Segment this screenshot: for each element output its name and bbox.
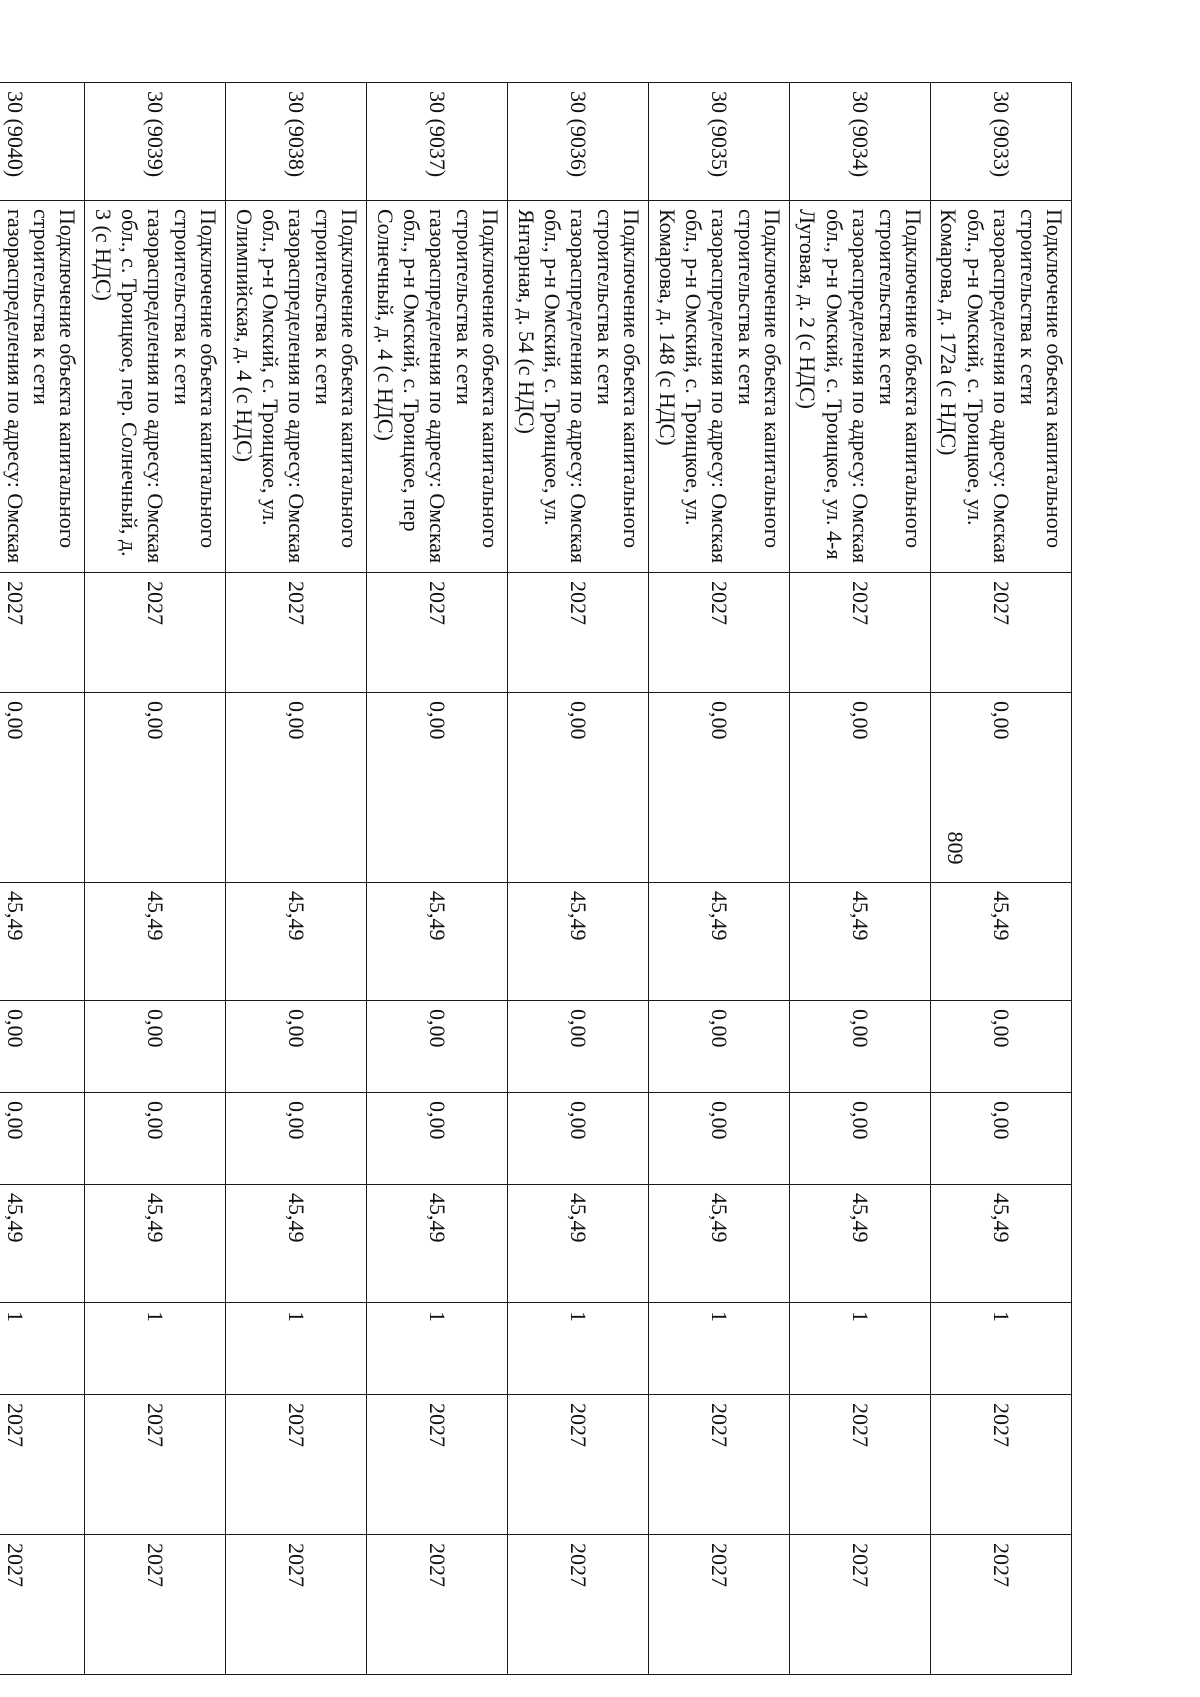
value-4-cell: 0,00 bbox=[508, 1093, 649, 1185]
year-b-cell: 2027 bbox=[226, 1535, 367, 1675]
object-name-cell: Подключение объекта капитального строительства к сети газораспределения по адресу: Омская обл., р-н Омский, с. Троицкое, ул. Олимпийская, д. 4 (с НДС) bbox=[226, 201, 367, 573]
object-name-cell: Подключение объекта капитального строительства к сети газораспределения по адресу: Омская обл., р-н Омский, с. Троицкое, ул. Комарова, д. 172а (с НДС) bbox=[931, 201, 1072, 573]
value-5-cell: 45,49 bbox=[226, 1185, 367, 1303]
start-year-cell: 2027 bbox=[0, 573, 85, 693]
start-year-cell: 2027 bbox=[649, 573, 790, 693]
value-3-cell: 0,00 bbox=[85, 1001, 226, 1093]
value-3-cell: 0,00 bbox=[931, 1001, 1072, 1093]
value-2-cell: 45,49 bbox=[931, 883, 1072, 1001]
year-b-cell: 2027 bbox=[931, 1535, 1072, 1675]
value-3-cell: 0,00 bbox=[649, 1001, 790, 1093]
table-row bbox=[508, 83, 649, 1675]
object-name-cell: Подключение объекта капитального строительства к сети газораспределения по адресу: Омская обл., с. Троицкое, пер. Солнечный, д. 3 (с НДС) bbox=[85, 201, 226, 573]
year-b-cell: 2027 bbox=[0, 1535, 85, 1675]
value-1-cell: 0,00 bbox=[367, 693, 508, 883]
value-1-cell: 0,00 bbox=[790, 693, 931, 883]
count-cell: 1 bbox=[649, 1303, 790, 1395]
year-a-cell: 2027 bbox=[649, 1395, 790, 1535]
rotated-table-container bbox=[2, 82, 1072, 1674]
year-b-cell: 2027 bbox=[508, 1535, 649, 1675]
value-3-cell: 0,00 bbox=[508, 1001, 649, 1093]
value-5-cell: 45,49 bbox=[931, 1185, 1072, 1303]
object-code-cell: 30 (9037) bbox=[367, 83, 508, 201]
start-year-cell: 2027 bbox=[226, 573, 367, 693]
count-cell: 1 bbox=[931, 1303, 1072, 1395]
year-a-cell: 2027 bbox=[85, 1395, 226, 1535]
value-2-cell: 45,49 bbox=[226, 883, 367, 1001]
year-b-cell: 2027 bbox=[649, 1535, 790, 1675]
table-row bbox=[931, 83, 1072, 1675]
object-code-cell: 30 (9035) bbox=[649, 83, 790, 201]
value-4-cell: 0,00 bbox=[790, 1093, 931, 1185]
count-cell: 1 bbox=[0, 1303, 85, 1395]
value-3-cell: 0,00 bbox=[790, 1001, 931, 1093]
value-2-cell: 45,49 bbox=[0, 883, 85, 1001]
page-number: 809 bbox=[943, 831, 968, 865]
value-2-cell: 45,49 bbox=[508, 883, 649, 1001]
value-5-cell: 45,49 bbox=[0, 1185, 85, 1303]
table-row bbox=[790, 83, 931, 1675]
value-5-cell: 45,49 bbox=[649, 1185, 790, 1303]
year-b-cell: 2027 bbox=[790, 1535, 931, 1675]
value-5-cell: 45,49 bbox=[367, 1185, 508, 1303]
start-year-cell: 2027 bbox=[367, 573, 508, 693]
table-row bbox=[226, 83, 367, 1675]
year-a-cell: 2027 bbox=[0, 1395, 85, 1535]
year-b-cell: 2027 bbox=[367, 1535, 508, 1675]
object-code-cell: 30 (9039) bbox=[85, 83, 226, 201]
start-year-cell: 2027 bbox=[931, 573, 1072, 693]
year-b-cell: 2027 bbox=[85, 1535, 226, 1675]
count-cell: 1 bbox=[226, 1303, 367, 1395]
value-2-cell: 45,49 bbox=[649, 883, 790, 1001]
table-row bbox=[85, 83, 226, 1675]
object-name-cell: Подключение объекта капитального строительства к сети газораспределения по адресу: Омская обл., р-н Омский, с. Троицкое, ул. Комарова, д. 148 (с НДС) bbox=[649, 201, 790, 573]
year-a-cell: 2027 bbox=[226, 1395, 367, 1535]
value-3-cell: 0,00 bbox=[367, 1001, 508, 1093]
value-3-cell: 0,00 bbox=[226, 1001, 367, 1093]
investment-program-table bbox=[0, 82, 1072, 1675]
count-cell: 1 bbox=[85, 1303, 226, 1395]
table-body bbox=[0, 83, 1072, 1675]
value-4-cell: 0,00 bbox=[367, 1093, 508, 1185]
object-code-cell: 30 (9038) bbox=[226, 83, 367, 201]
object-code-cell: 30 (9034) bbox=[790, 83, 931, 201]
value-1-cell: 0,00 bbox=[508, 693, 649, 883]
value-1-cell: 0,00 bbox=[649, 693, 790, 883]
value-5-cell: 45,49 bbox=[790, 1185, 931, 1303]
year-a-cell: 2027 bbox=[508, 1395, 649, 1535]
value-4-cell: 0,00 bbox=[649, 1093, 790, 1185]
object-code-cell: 30 (9040) bbox=[0, 83, 85, 201]
value-2-cell: 45,49 bbox=[367, 883, 508, 1001]
object-name-cell: Подключение объекта капитального строительства к сети газораспределения по адресу: Омская обл., р-н Омский, с. Троицкое, ул. Янтарная, д. 54 (с НДС) bbox=[508, 201, 649, 573]
value-2-cell: 45,49 bbox=[790, 883, 931, 1001]
value-3-cell: 0,00 bbox=[0, 1001, 85, 1093]
value-1-cell: 0,00 bbox=[226, 693, 367, 883]
count-cell: 1 bbox=[508, 1303, 649, 1395]
value-1-cell: 0,00 bbox=[85, 693, 226, 883]
value-4-cell: 0,00 bbox=[0, 1093, 85, 1185]
value-5-cell: 45,49 bbox=[85, 1185, 226, 1303]
count-cell: 1 bbox=[367, 1303, 508, 1395]
value-5-cell: 45,49 bbox=[508, 1185, 649, 1303]
value-4-cell: 0,00 bbox=[226, 1093, 367, 1185]
object-name-cell: Подключение объекта капитального строительства к сети газораспределения по адресу: Омская bbox=[0, 201, 85, 573]
object-code-cell: 30 (9036) bbox=[508, 83, 649, 201]
year-a-cell: 2027 bbox=[367, 1395, 508, 1535]
start-year-cell: 2027 bbox=[508, 573, 649, 693]
start-year-cell: 2027 bbox=[85, 573, 226, 693]
table-row bbox=[0, 83, 85, 1675]
value-4-cell: 0,00 bbox=[931, 1093, 1072, 1185]
value-2-cell: 45,49 bbox=[85, 883, 226, 1001]
value-4-cell: 0,00 bbox=[85, 1093, 226, 1185]
object-code-cell: 30 (9033) bbox=[931, 83, 1072, 201]
table-row bbox=[649, 83, 790, 1675]
year-a-cell: 2027 bbox=[790, 1395, 931, 1535]
year-a-cell: 2027 bbox=[931, 1395, 1072, 1535]
value-1-cell: 0,00 bbox=[931, 693, 1072, 883]
start-year-cell: 2027 bbox=[790, 573, 931, 693]
object-name-cell: Подключение объекта капитального строительства к сети газораспределения по адресу: Омская обл., р-н Омский, с. Троицкое, пер Солнечный, д. 4 (с НДС) bbox=[367, 201, 508, 573]
count-cell: 1 bbox=[790, 1303, 931, 1395]
table-row bbox=[367, 83, 508, 1675]
object-name-cell: Подключение объекта капитального строительства к сети газораспределения по адресу: Омская обл., р-н Омский, с. Троицкое, ул. 4-я Луговая, д. 2 (с НДС) bbox=[790, 201, 931, 573]
value-1-cell: 0,00 bbox=[0, 693, 85, 883]
